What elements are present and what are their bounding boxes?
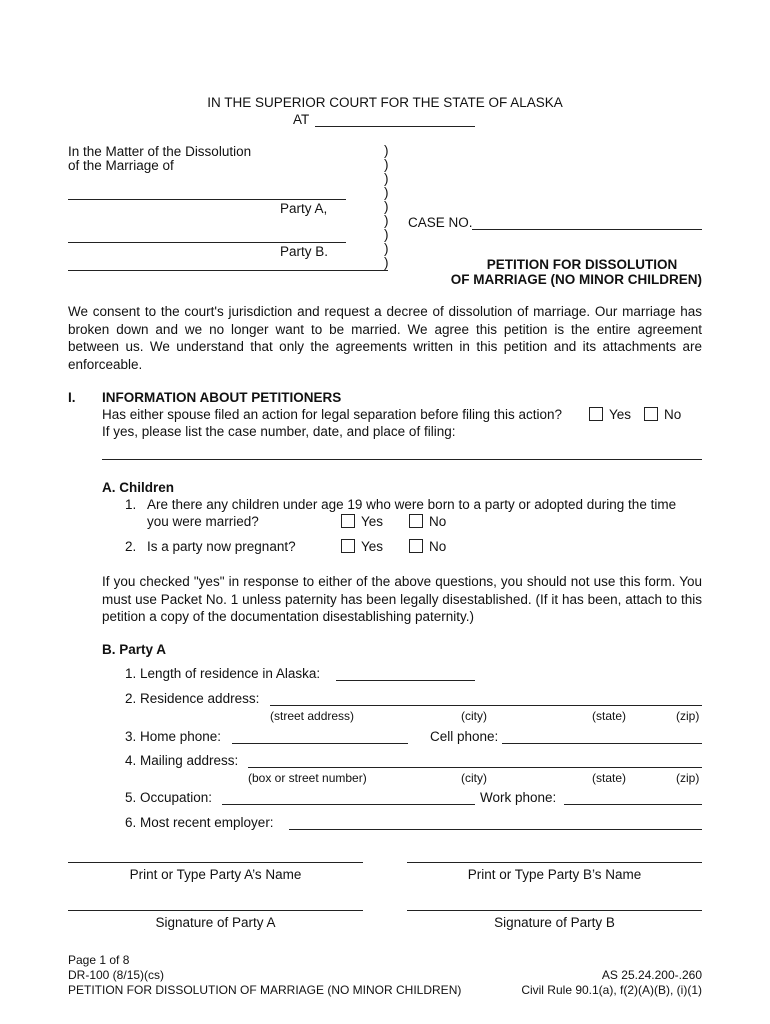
mailing-box-caption: (box or street number): [248, 771, 367, 785]
home-phone-label: 3. Home phone:: [125, 729, 222, 744]
separation-question: Has either spouse filed an action for legal separation before filing this action?: [102, 407, 563, 422]
party-a-signature-label: Signature of Party A: [155, 915, 276, 930]
form-title-footer: PETITION FOR DISSOLUTION OF MARRIAGE (NO MINOR CHILDREN): [68, 983, 462, 997]
party-b-printed-name-field[interactable]: [407, 862, 702, 863]
party-a-signature-field[interactable]: [68, 910, 363, 911]
case-no-label: CASE NO.: [408, 215, 473, 230]
at-label: AT: [293, 112, 310, 127]
separation-yes-option[interactable]: Yes: [589, 407, 631, 422]
children-q2-yes-option[interactable]: Yes: [341, 539, 383, 554]
residence-address-label: 2. Residence address:: [125, 691, 260, 706]
home-phone-field[interactable]: [232, 743, 408, 744]
residence-length-field[interactable]: [336, 680, 475, 681]
children-q1-yes-option[interactable]: Yes: [341, 514, 383, 529]
children-q2-text: Is a party now pregnant?: [147, 539, 296, 554]
residence-street-caption: (street address): [270, 709, 355, 723]
mailing-zip-caption: (zip): [676, 771, 700, 785]
work-phone-field[interactable]: [564, 804, 702, 805]
children-heading: A. Children: [102, 480, 175, 495]
party-b-label: Party B.: [280, 244, 329, 259]
employer-field[interactable]: [289, 829, 702, 830]
children-note: If you checked "yes" in response to either of the above questions, you should not use this form. You must use Packet No. 1 unless paternity has been legally disestablished. (If it has been, attach to this petition a copy of the documentation disestablishing paternity.): [102, 574, 702, 624]
residence-state-caption: (state): [592, 709, 627, 723]
separation-yes-checkbox[interactable]: [589, 407, 603, 421]
party-b-name-field[interactable]: [68, 242, 346, 243]
employer-label: 6. Most recent employer:: [125, 815, 274, 830]
work-phone-label: Work phone:: [480, 790, 557, 805]
section-1-title: INFORMATION ABOUT PETITIONERS: [102, 390, 342, 405]
party-a-name-field[interactable]: [68, 199, 346, 200]
children-q2-no-option[interactable]: No: [409, 539, 446, 554]
separation-no-option[interactable]: No: [644, 407, 681, 422]
party-b-signature-label: Signature of Party B: [494, 915, 615, 930]
separation-no-checkbox[interactable]: [644, 407, 658, 421]
children-q1-no-option[interactable]: No: [409, 514, 446, 529]
residence-zip-caption: (zip): [676, 709, 700, 723]
matter-line-1: In the Matter of the Dissolution: [68, 144, 252, 159]
party-a-label: Party A,: [280, 201, 328, 216]
children-q1-line-1: Are there any children under age 19 who were born to a party or adopted during the time: [147, 497, 677, 512]
occupation-field[interactable]: [222, 804, 475, 805]
case-number-field[interactable]: [472, 229, 702, 230]
residence-city-caption: (city): [461, 709, 487, 723]
section-1-numeral: I.: [68, 390, 76, 405]
children-q1-no-checkbox[interactable]: [409, 514, 423, 528]
mailing-state-caption: (state): [592, 771, 627, 785]
children-q2-no-checkbox[interactable]: [409, 539, 423, 553]
civil-rule-reference: Civil Rule 90.1(a), f(2)(A)(B), (i)(1): [521, 983, 702, 997]
residence-length-label: 1. Length of residence in Alaska:: [125, 666, 321, 681]
children-q1-number: 1.: [125, 497, 137, 512]
mailing-address-label: 4. Mailing address:: [125, 753, 239, 768]
children-q2-number: 2.: [125, 539, 137, 554]
occupation-label: 5. Occupation:: [125, 790, 213, 805]
party-a-printed-name-field[interactable]: [68, 862, 363, 863]
children-q2-yes-checkbox[interactable]: [341, 539, 355, 553]
document-title-line-1: PETITION FOR DISSOLUTION: [486, 257, 678, 272]
party-a-printed-name-label: Print or Type Party A’s Name: [129, 867, 302, 882]
mailing-city-caption: (city): [461, 771, 487, 785]
statute-reference: AS 25.24.200-.260: [601, 968, 702, 982]
caption-bottom-rule: [68, 270, 388, 271]
children-q1-yes-checkbox[interactable]: [341, 514, 355, 528]
court-heading: IN THE SUPERIOR COURT FOR THE STATE OF ALASKA: [207, 95, 563, 110]
matter-line-2: of the Marriage of: [68, 158, 174, 173]
court-location-field[interactable]: [315, 126, 475, 127]
children-q1-line-2: you were married?: [147, 514, 259, 529]
mailing-address-field[interactable]: [248, 767, 702, 768]
party-b-printed-name-label: Print or Type Party B’s Name: [467, 867, 642, 882]
separation-if-yes-text: If yes, please list the case number, date, and place of filing:: [102, 424, 456, 439]
intro-paragraph: We consent to the court's jurisdiction and request a decree of dissolution of marriage. Our marriage has broken down and we no longer want to be married. We agree this petition is the entire agreement between us. We understand that only the agreements written in this petition and its attachments are enforceable.: [68, 304, 702, 372]
document-title-line-2: OF MARRIAGE (NO MINOR CHILDREN): [450, 272, 702, 287]
party-b-signature-field[interactable]: [407, 910, 702, 911]
party-a-heading: B. Party A: [102, 642, 167, 657]
page-number: Page 1 of 8: [68, 953, 130, 967]
cell-phone-field[interactable]: [502, 743, 702, 744]
residence-address-field[interactable]: [270, 705, 702, 706]
cell-phone-label: Cell phone:: [430, 729, 499, 744]
form-number: DR-100 (8/15)(cs): [68, 968, 165, 982]
separation-details-field[interactable]: [102, 459, 702, 460]
